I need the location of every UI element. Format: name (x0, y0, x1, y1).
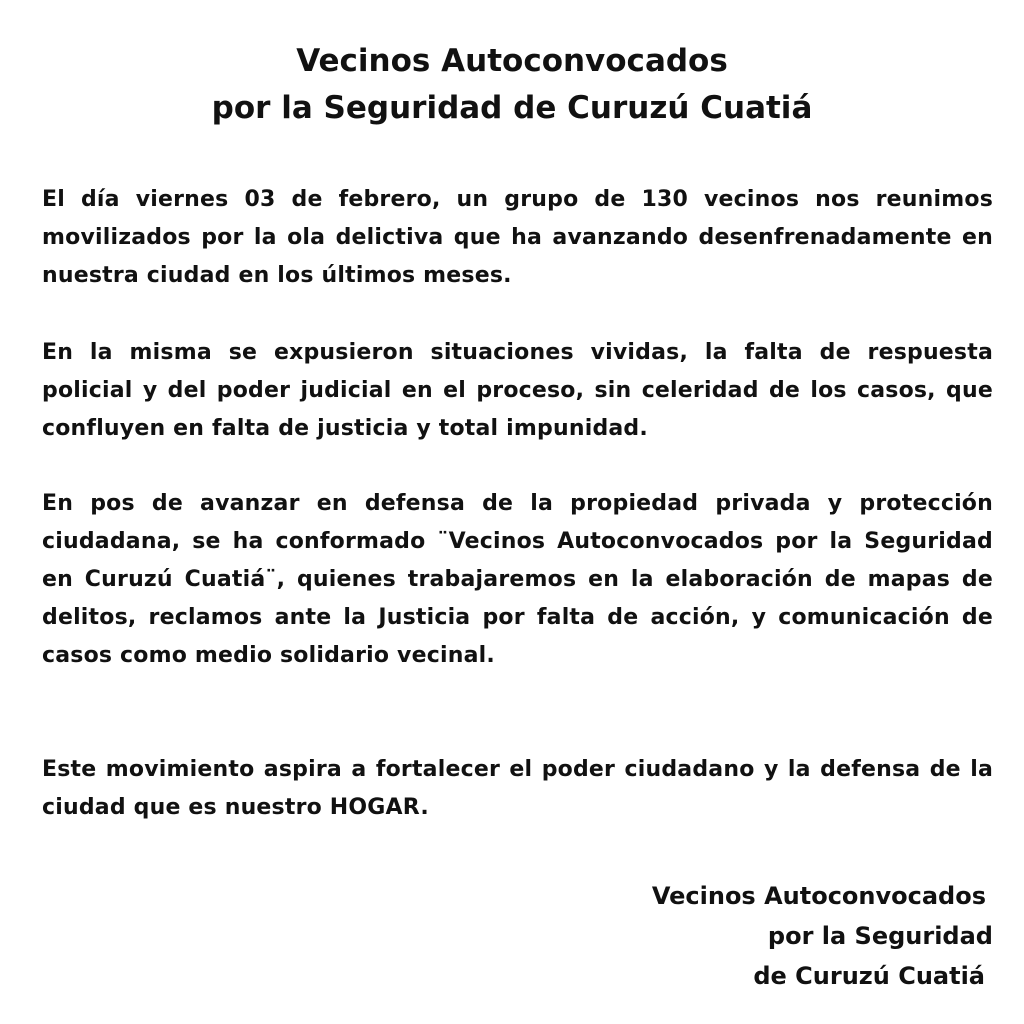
signature-block (652, 876, 993, 996)
signature-line-3: de Curuzú Cuatiá (753, 962, 985, 990)
paragraph-2: En la misma se expusieron situaciones vividas, la falta de respuesta policial y del poder judicial en el proceso, sin celeridad de los casos, que confluyen en falta de justicia y total impunidad. (42, 340, 993, 441)
document-title (0, 38, 1024, 132)
title-line-2: por la Seguridad de Curuzú Cuatiá (211, 90, 813, 126)
paragraph-3: En pos de avanzar en defensa de la propiedad privada y protección ciudadana, se ha conformado ¨Vecinos Autoconvocados por la Seguridad en Curuzú Cuatiá¨, quienes trabajaremos en la elaboración de mapas de delitos, reclamos ante la Justicia por falta de acción, y comunicación de casos como medio solidario vecinal. (42, 491, 993, 668)
signature-line-1: Vecinos Autoconvocados (651, 882, 986, 910)
title-line-1: Vecinos Autoconvocados (296, 43, 728, 79)
signature-line-2: por la Seguridad (767, 922, 993, 950)
paragraph-4: Este movimiento aspira a fortalecer el poder ciudadano y la defensa de la ciudad que es nuestro HOGAR. (42, 757, 993, 820)
paragraph-1: El día viernes 03 de febrero, un grupo de 130 vecinos nos reunimos movilizados por la ola delictiva que ha avanzando desenfrenadamente en nuestra ciudad en los últimos meses. (42, 187, 993, 288)
